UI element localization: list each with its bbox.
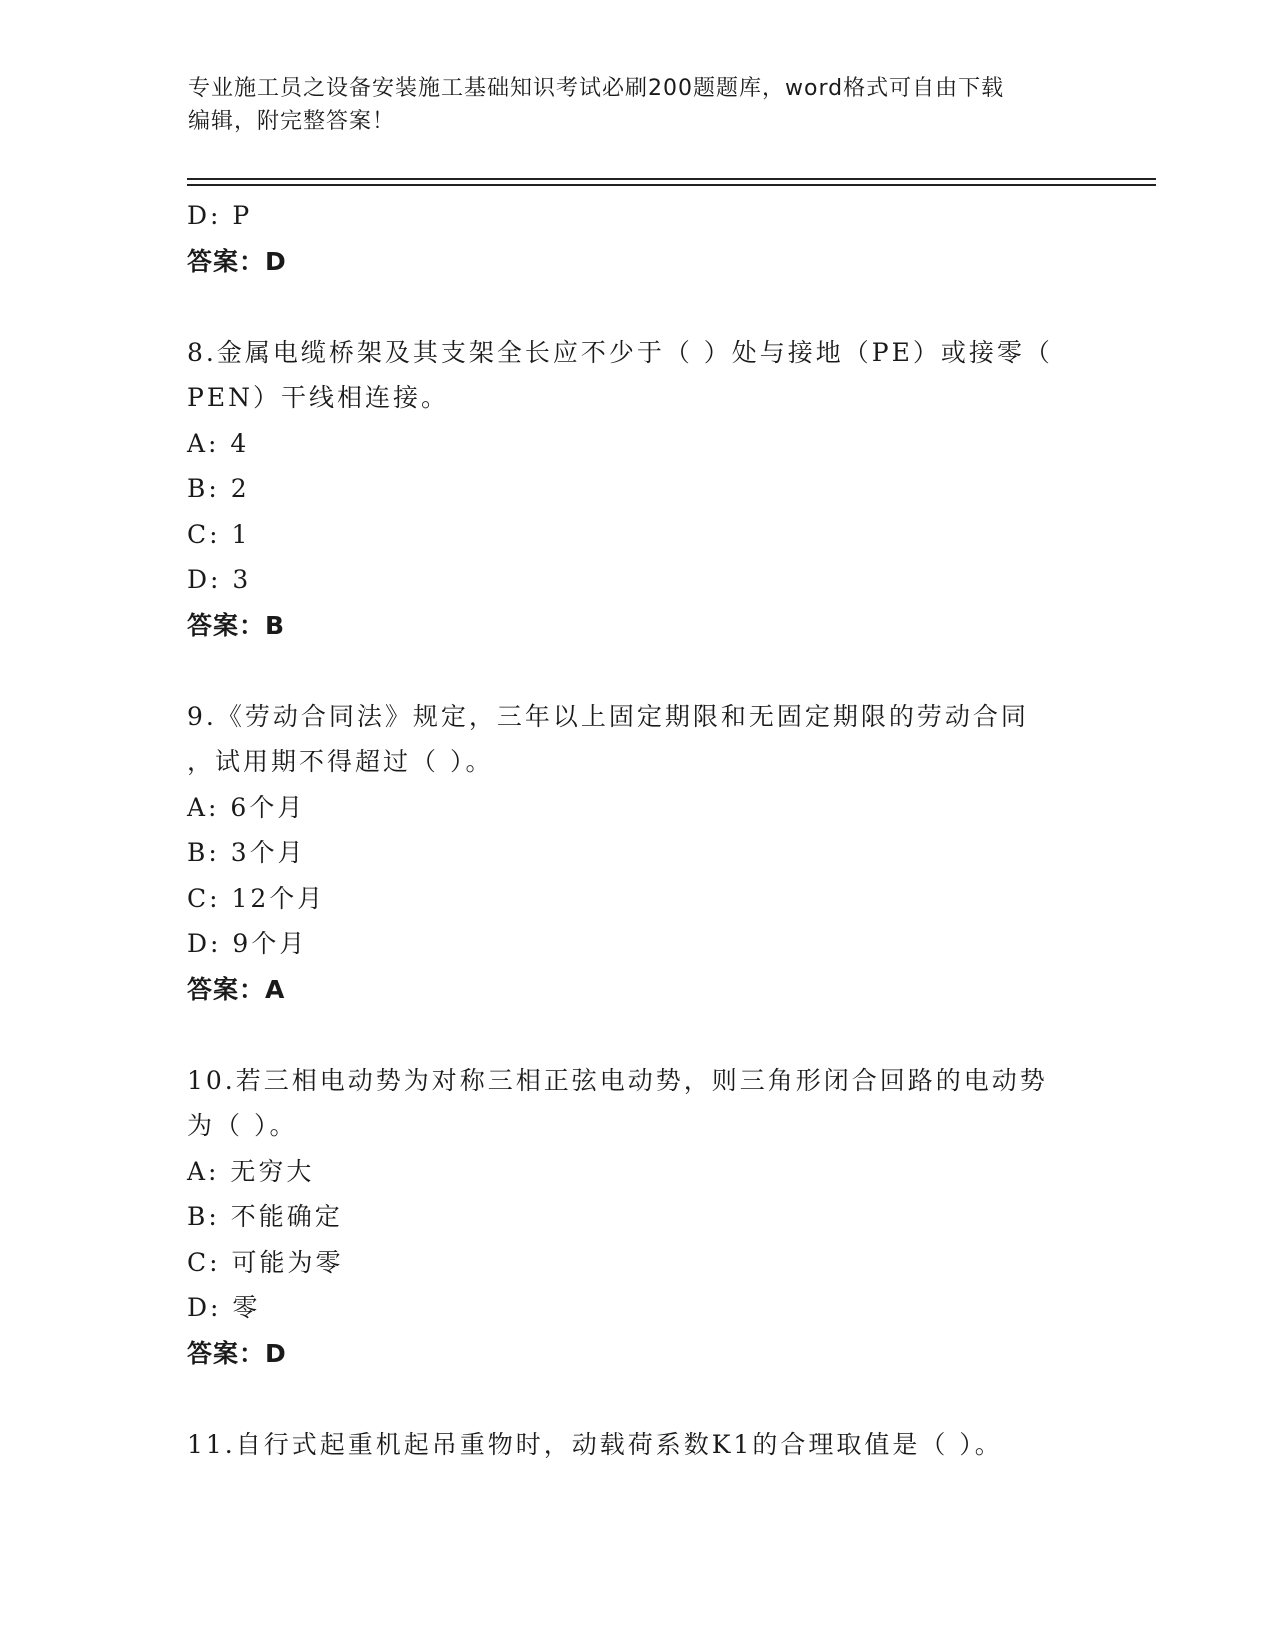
q9-stem-line-2: ，试用期不得超过（ ）。 [187,747,494,776]
q10-option-b: B: 不能确定 [187,1202,343,1231]
q9-option-c: C: 12个月 [187,883,326,913]
q9-answer: 答案：A [187,974,286,1004]
q8-answer: 答案：B [187,610,286,640]
document-header [188,72,1088,138]
q8-stem-line-1: 8.金属电缆桥架及其支架全长应不少于（ ）处与接地（PE）或接零（ [187,337,1053,367]
header-title-line-1: 专业施工员之设备安装施工基础知识考试必刷200题题库，word格式可自由下载 [188,76,1005,101]
spacer [187,284,1087,330]
q10-answer: 答案：D [187,1338,287,1368]
q7-answer: 答案：D [187,246,287,276]
q11-stem-line-1: 11.自行式起重机起吊重物时，动载荷系数K1的合理取值是（ ）。 [187,1429,1003,1459]
q10-stem-line-2: 为（ ）。 [187,1111,298,1140]
q10-option-d: D: 零 [187,1293,261,1322]
q10-option-c: C: 可能为零 [187,1247,344,1277]
q8-option-a: A: 4 [187,428,250,458]
q7-option-d: D: P [187,201,253,230]
spacer [187,1376,1087,1422]
spacer [187,648,1087,694]
question-list [187,193,1087,1467]
header-divider-top [187,178,1156,180]
header-title-line-2: 编辑，附完整答案！ [188,109,396,134]
q9-stem-line-1: 9.《劳动合同法》规定，三年以上固定期限和无固定期限的劳动合同 [187,701,1029,731]
q8-stem-line-2: PEN）干线相连接。 [187,383,449,412]
q8-option-d: D: 3 [187,565,252,594]
header-divider-bottom [187,184,1156,186]
q9-option-a: A: 6个月 [187,792,306,822]
q9-option-b: B: 3个月 [187,838,306,867]
q10-option-a: A: 无穷大 [187,1156,315,1186]
q9-option-d: D: 9个月 [187,929,308,958]
q8-option-c: C: 1 [187,519,251,549]
q8-option-b: B: 2 [187,474,250,503]
q10-stem-line-1: 10.若三相电动势为对称三相正弦电动势，则三角形闭合回路的电动势 [187,1065,1048,1095]
spacer [187,1012,1087,1058]
